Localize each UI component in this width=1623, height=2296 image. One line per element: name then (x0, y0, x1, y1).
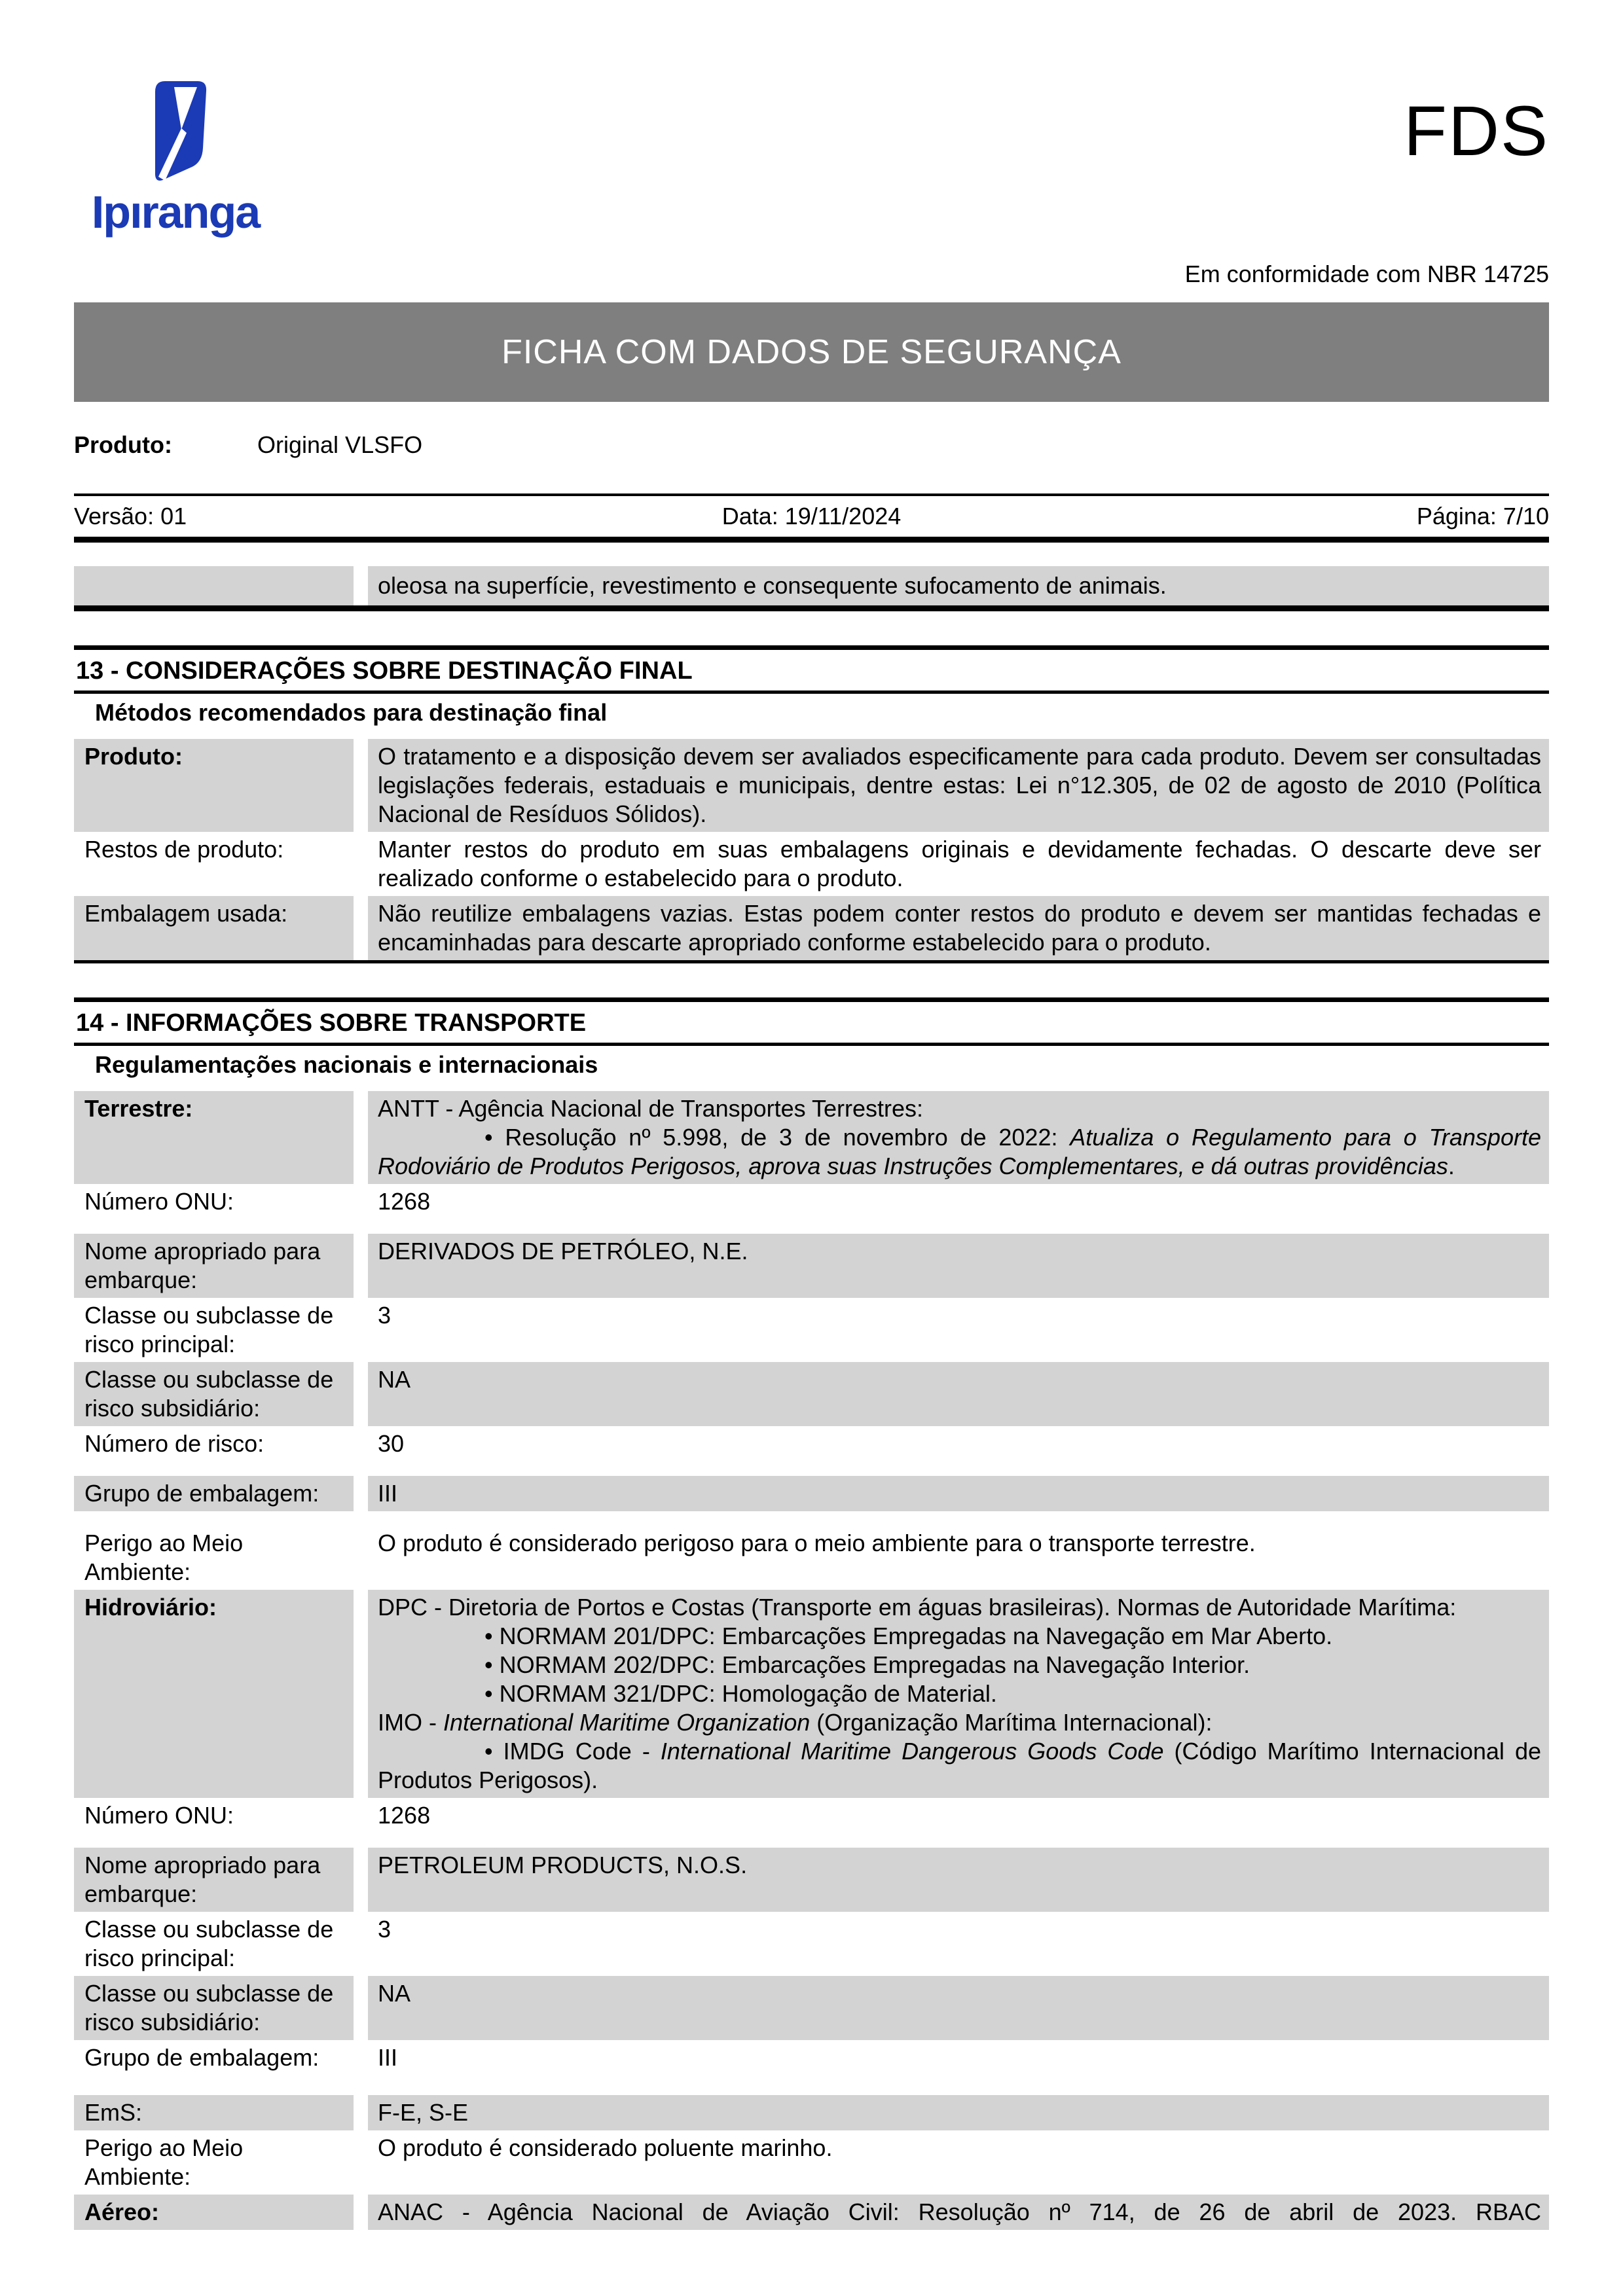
row-label-text: Embalagem usada: (84, 900, 288, 927)
row-label (74, 1912, 354, 1976)
paragraph (378, 1622, 1541, 1651)
column-gap (354, 1184, 368, 1219)
column-gap (354, 1298, 368, 1362)
paragraph (378, 1593, 1541, 1622)
text-run: ANTT - Agência Nacional de Transportes Terrestres: (378, 1095, 924, 1122)
table-row (74, 1298, 1549, 1362)
row-label (74, 1298, 354, 1362)
table-row (74, 2095, 1549, 2130)
row-content (368, 832, 1549, 896)
row-label (74, 1426, 354, 1462)
row-label-text: Restos de produto: (84, 836, 284, 863)
row-content (368, 1234, 1549, 1298)
paragraph (378, 1737, 1541, 1795)
text-run: 30 (378, 1430, 405, 1457)
text-run: Não reutilize embalagens vazias. Estas podem conter restos do produto e devem ser mantidas fechadas e encaminhadas para descarte apropriado conforme estabelecido para o produto. (378, 900, 1541, 956)
row-label-text: EmS: (84, 2099, 143, 2126)
text-run: . (1448, 1153, 1455, 1179)
row-label (74, 1234, 354, 1298)
ipiranga-logo (74, 77, 277, 238)
text-run: NA (378, 1366, 411, 1393)
paragraph (378, 2198, 1541, 2227)
table-row (74, 1848, 1549, 1912)
row-label-text: Perigo ao Meio Ambiente: (84, 1530, 244, 1585)
column-gap (354, 2095, 368, 2130)
text-run: • IMDG Code - (484, 1738, 661, 1765)
row-label-text: Classe ou subclasse de risco subsidiário: (84, 1980, 334, 2036)
table-row (74, 1590, 1549, 1798)
text-run: 1268 (378, 1188, 431, 1215)
column-gap (354, 1234, 368, 1298)
row-label-text: Grupo de embalagem: (84, 2044, 319, 2071)
paragraph (378, 1123, 1541, 1181)
column-gap (354, 1091, 368, 1184)
row-label-text: Perigo ao Meio Ambiente: (84, 2134, 244, 2190)
paragraph (378, 1915, 1541, 1944)
row-label (74, 2195, 354, 2230)
row-content (368, 2130, 1549, 2195)
paragraph (378, 1187, 1541, 1216)
column-gap (354, 1476, 368, 1511)
column-gap (354, 1426, 368, 1462)
row-label (74, 1091, 354, 1184)
text-run: DPC - Diretoria de Portos e Costas (Transporte em águas brasileiras). Normas de Autoridade Marítima: (378, 1594, 1457, 1621)
page-number-label: Página: 7/10 (1416, 503, 1549, 529)
row-content (368, 1798, 1549, 1833)
paragraph (378, 1237, 1541, 1266)
row-label-text: Classe ou subclasse de risco subsidiário: (84, 1366, 334, 1422)
row-content (368, 1476, 1549, 1511)
table-row (74, 2195, 1549, 2230)
text-run: 1268 (378, 1802, 431, 1829)
paragraph (378, 1851, 1541, 1880)
product-line (74, 431, 1549, 459)
column-gap (354, 1526, 368, 1590)
section-14-subtitle: Regulamentações nacionais e internacionais (95, 1051, 598, 1078)
table-row (74, 1091, 1549, 1184)
text-run: 3 (378, 1916, 392, 1943)
column-gap (354, 896, 368, 960)
carryover-strip (74, 566, 1549, 611)
text-run: ANAC - Agência Nacional de Aviação Civil: Resolução nº 714, de 26 de abril de 2023. RBAC (378, 2198, 1541, 2225)
row-label-text: Número de risco: (84, 1430, 264, 1457)
table-row (74, 2130, 1549, 2195)
row-label (74, 739, 354, 832)
text-run: • NORMAM 201/DPC: Embarcações Empregadas na Navegação em Mar Aberto. (484, 1623, 1333, 1649)
paragraph (378, 1801, 1541, 1830)
section-13-header: 13 - CONSIDERAÇÕES SOBRE DESTINAÇÃO FINAL (74, 645, 1549, 694)
paragraph (378, 835, 1541, 893)
date-label: Data: 19/11/2024 (721, 503, 902, 529)
table-row (74, 1476, 1549, 1511)
version-label: Versão: 01 (74, 503, 187, 529)
italic-text-run: International Maritime Dangerous Goods Code (660, 1738, 1164, 1765)
row-label (74, 2095, 354, 2130)
row-label (74, 832, 354, 896)
table-row (74, 1976, 1549, 2040)
table-row (74, 896, 1549, 960)
paragraph (378, 742, 1541, 829)
paragraph (378, 1094, 1541, 1123)
text-run: III (378, 2044, 398, 2071)
row-content (368, 1184, 1549, 1219)
text-run: O tratamento e a disposição devem ser avaliados especificamente para cada produto. Devem ser consultadas legislações federais, estaduais e municipais, dentre estas: Lei n°12.305, de 02 de agosto de 2010 (Política Nacional de Resíduos Sólidos). (378, 743, 1541, 827)
row-label-text: Aéreo: (84, 2198, 160, 2225)
ipiranga-logo-icon (141, 77, 210, 185)
column-gap (354, 1590, 368, 1798)
column-gap (354, 2130, 368, 2195)
row-content (368, 739, 1549, 832)
paragraph (378, 1679, 1541, 1708)
row-label (74, 1590, 354, 1798)
column-gap (354, 1798, 368, 1833)
paragraph (378, 1529, 1541, 1558)
text-run: O produto é considerado perigoso para o meio ambiente para o transporte terrestre. (378, 1530, 1256, 1556)
row-label-text: Classe ou subclasse de risco principal: (84, 1302, 334, 1357)
row-label (74, 1848, 354, 1912)
table-row (74, 1362, 1549, 1426)
row-label-text: Hidroviário: (84, 1594, 217, 1621)
section-14-header: 14 - INFORMAÇÕES SOBRE TRANSPORTE (74, 997, 1549, 1046)
italic-text-run: International Maritime Organization (443, 1709, 811, 1736)
carryover-empty-label (74, 566, 354, 605)
table-row (74, 1526, 1549, 1590)
column-gap (354, 2040, 368, 2075)
text-run: NA (378, 1980, 411, 2007)
row-label-text: Classe ou subclasse de risco principal: (84, 1916, 334, 1971)
paragraph (378, 1479, 1541, 1508)
row-content (368, 1298, 1549, 1362)
row-label (74, 1362, 354, 1426)
text-run: F-E, S-E (378, 2099, 469, 2126)
row-label (74, 1976, 354, 2040)
row-content (368, 1091, 1549, 1184)
product-value: Original VLSFO (257, 431, 423, 458)
row-label (74, 2130, 354, 2195)
row-content (368, 2195, 1549, 2230)
text-run: PETROLEUM PRODUCTS, N.O.S. (378, 1852, 748, 1878)
paragraph (378, 1429, 1541, 1458)
row-label (74, 1184, 354, 1219)
row-label (74, 1526, 354, 1590)
table-row (74, 1426, 1549, 1462)
paragraph (378, 2134, 1541, 2162)
column-gap (354, 2195, 368, 2230)
row-label-text: Produto: (84, 743, 183, 770)
text-run: (Organização Marítima Internacional): (810, 1709, 1213, 1736)
row-label-text: Nome apropriado para embarque: (84, 1852, 321, 1907)
column-gap (354, 739, 368, 832)
paragraph (378, 1365, 1541, 1394)
document-title-bar: FICHA COM DADOS DE SEGURANÇA (74, 302, 1549, 402)
table-row (74, 1234, 1549, 1298)
meta-row (74, 493, 1549, 543)
column-gap (354, 566, 368, 605)
row-label-text: Número ONU: (84, 1188, 234, 1215)
section-14-table (74, 1091, 1549, 2230)
row-content (368, 1362, 1549, 1426)
column-gap (354, 1976, 368, 2040)
table-row (74, 832, 1549, 896)
section-13-subtitle: Métodos recomendados para destinação final (95, 699, 608, 726)
text-run: • Resolução nº 5.998, de 3 de novembro de 2022: (484, 1124, 1070, 1151)
text-run: O produto é considerado poluente marinho. (378, 2134, 833, 2161)
paragraph (378, 2043, 1541, 2072)
section-13-table (74, 739, 1549, 963)
paragraph (378, 1708, 1541, 1737)
row-content (368, 2095, 1549, 2130)
text-run: III (378, 1480, 398, 1507)
row-label-text: Nome apropriado para embarque: (84, 1238, 321, 1293)
text-run: • NORMAM 321/DPC: Homologação de Material. (484, 1680, 997, 1707)
row-content (368, 1976, 1549, 2040)
row-label-text: Número ONU: (84, 1802, 234, 1829)
row-label-text: Terrestre: (84, 1095, 193, 1122)
paragraph (378, 1979, 1541, 2008)
paragraph (378, 2098, 1541, 2127)
row-content (368, 1912, 1549, 1976)
table-row (74, 739, 1549, 832)
row-content (368, 896, 1549, 960)
row-label (74, 2040, 354, 2075)
table-row (74, 2040, 1549, 2075)
column-gap (354, 832, 368, 896)
row-content (368, 1848, 1549, 1912)
text-run: IMO - (378, 1709, 443, 1736)
compliance-note: Em conformidade com NBR 14725 (1184, 260, 1549, 287)
text-run: 3 (378, 1302, 392, 1329)
row-content (368, 1590, 1549, 1798)
text-run: • NORMAM 202/DPC: Embarcações Empregadas na Navegação Interior. (484, 1651, 1250, 1678)
table-row (74, 1798, 1549, 1833)
page-header (74, 77, 1549, 241)
row-label (74, 1798, 354, 1833)
italic-text-run: Atualiza o Regulamento para o Transporte Rodoviário de Produtos Perigosos, aprova suas Instruções Complementares, e dá outras providências (378, 1124, 1541, 1179)
ipiranga-wordmark: Ipıranga (91, 187, 260, 238)
text-run: DERIVADOS DE PETRÓLEO, N.E. (378, 1238, 748, 1265)
table-row (74, 1184, 1549, 1219)
row-content (368, 1426, 1549, 1462)
product-label: Produto: (74, 431, 172, 458)
row-label (74, 896, 354, 960)
carryover-text: oleosa na superfície, revestimento e consequente sufocamento de animais. (368, 566, 1549, 605)
column-gap (354, 1362, 368, 1426)
paragraph (378, 1301, 1541, 1330)
text-run: (Código Marítimo Internacional de Produtos Perigosos). (378, 1738, 1541, 1793)
column-gap (354, 1848, 368, 1912)
paragraph (378, 1651, 1541, 1679)
paragraph (378, 899, 1541, 957)
row-content (368, 2040, 1549, 2075)
row-content (368, 1526, 1549, 1590)
table-row (74, 1912, 1549, 1976)
doc-type-label: FDS (1404, 91, 1549, 170)
text-run: Manter restos do produto em suas embalagens originais e devidamente fechadas. O descarte deve ser realizado conforme o estabelecido para o produto. (378, 836, 1541, 891)
row-label-text: Grupo de embalagem: (84, 1480, 319, 1507)
column-gap (354, 1912, 368, 1976)
row-label (74, 1476, 354, 1511)
